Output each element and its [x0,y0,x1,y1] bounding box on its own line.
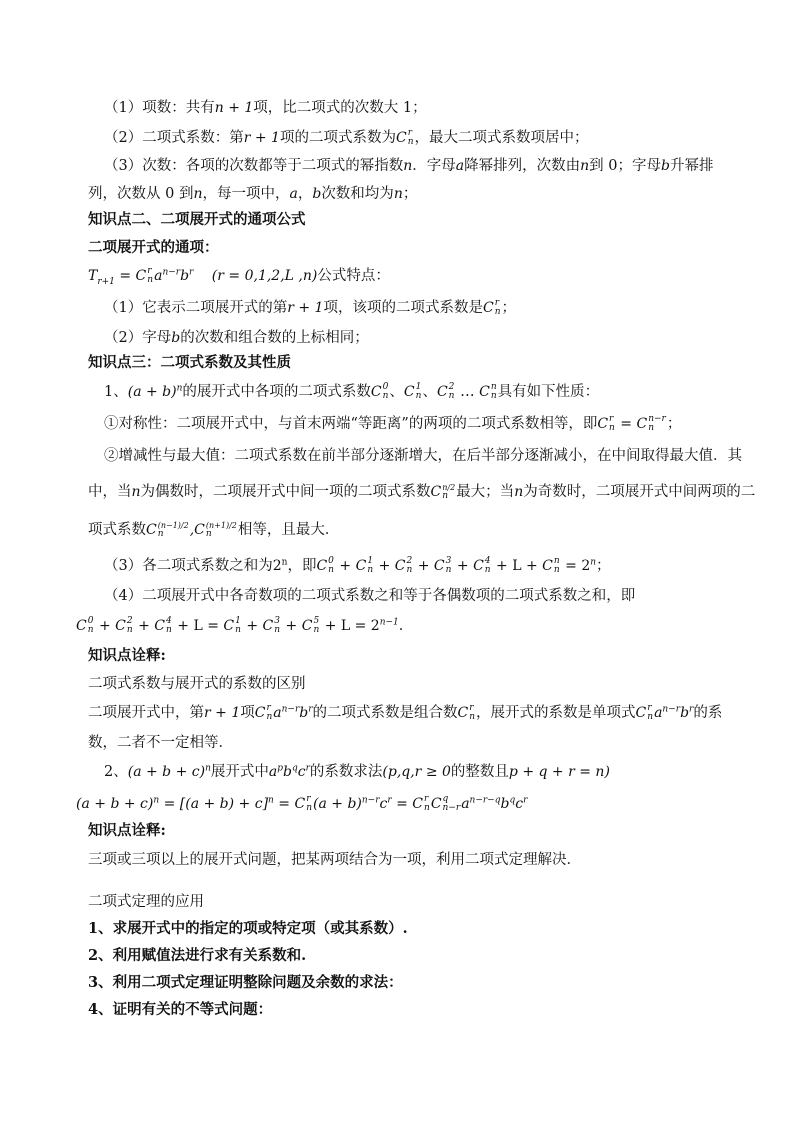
text: ，每一项中， [202,186,290,202]
text: 次数和均为 [321,186,394,202]
text: 的系数求法 [309,764,383,780]
text: 升幂排 [669,158,714,174]
text: 项的二项式系数为 [279,130,396,146]
text: （3）次数：各项的次数都等于二项式的幂指数 [104,158,404,174]
text: （2）二项式系数：第 [104,130,244,146]
item-binomial-coefficient [104,128,588,148]
text: ． [398,618,414,634]
math-n-plus-1: n + 1 [214,100,254,116]
text: 中，当 [88,484,132,500]
text: 的系 [693,705,723,721]
text: 展开式中 [210,764,269,780]
text: 最大；当 [456,484,515,500]
property-monotonic-cont: 中，当n为偶数时，二项展开式中间一项的二项式系数C n/2 n 最大；当n为奇数时，二项展开式中间两项的二 [88,483,756,501]
property-monotonic-cont2: 项式系数C (n−1)/2 n ,C (n+1)/2 n 相等，且最大． [88,521,340,539]
text: ，展开式的系数是单项式 [476,705,636,721]
property-symmetry: ①对称性：二项展开式中，与首末两端“等距离”的两项的二项式系数相等，即C r n = C n−r n ； [104,414,682,433]
property-monotonic [104,446,742,466]
text: 到 0；字母 [589,158,661,174]
text: ， [297,186,313,202]
item-degree: （3）次数：各项的次数都等于二项式的幂指数n．字母a降幂排列，次数由n到 0；字母b升幂排 [104,158,714,174]
application-3: 3、利用二项式定理证明整除问题及余数的求法： [88,974,403,991]
text: 为奇数时，二项展开式中间两项的二 [523,484,756,500]
text: 降幂排列，次数由 [464,158,581,174]
item-term-count [104,98,427,118]
application-2: 2、利用赋值法进行求有关系数和. [88,947,307,964]
text: 1、 [104,384,128,400]
text: 列，次数从 0 到 [88,186,194,202]
text: 二项展开式中，第 [88,705,204,721]
text: 项，该项的二项式系数是 [323,300,483,316]
text: ； [402,186,418,202]
text: ； [596,558,611,574]
property-odd-even-formula: C 0 n + C 2 n + C 4 n + L = C 1 n + C 3 n + C 5 n + $L = 2^{n-1}$． [76,616,414,635]
property-sum: （3）各二项式系数之和为2$^n$，即C 0 n + C 1 n + C 2 n + C 3 n + C 4 n + L + C n n = $2^n$； [104,556,611,575]
property-intro: 1、$(a + b)^n$的展开式中各项的二项式系数C 0 n 、C 1 n 、C 2 n … C n n 具有如下性质： [104,382,600,401]
item-degree-cont: 列，次数从 0 到n，每一项中，a，b次数和均为n； [88,186,418,202]
application-4: 4、证明有关的不等式问题： [88,1001,273,1018]
text: （4）二项展开式中各奇数项的二项式系数之和等于各偶数项的二项式系数之和，即 [104,588,636,604]
text: 的整数且 [450,764,509,780]
text: ②增减性与最大值：二项式系数在前半部分逐渐增大，在后半部分逐渐减小，在中间取得最大值．其 [104,448,742,464]
note-heading-1: 知识点诠释: [88,647,166,664]
text: （1）它表示二项展开式的第 [104,300,288,316]
text: ，即 [287,558,317,574]
text: 的展开式中各项的二项式系数 [182,384,371,400]
text: 项 [240,705,255,721]
property-odd-even [104,586,635,606]
application-1: 1、求展开式中的指定的项或特定项（或其系数）. [88,920,408,937]
text: （2）字母 [104,330,172,346]
trinomial-formula: $(a + b + c)^n = [(a + b) + c]^n = C$ r n $(a + b)^{n-r}c^r = C$ r n C q n−r $a^{n-r-q}b^qc^r$ [76,794,528,813]
trinomial-intro: 2、$(a + b + c)^n$展开式中$a^pb^qc^r$的系数求法(p,q,r ≥ 0的整数且p + q + r = n) [104,763,610,780]
math-c-n-r: C r n [395,128,414,147]
text: 项，比二项式的次数大 1； [253,100,427,116]
text: （1）项数：共有 [104,100,215,116]
text: ．字母 [412,158,456,174]
text: 项式系数 [88,522,146,538]
text: 为偶数时，二项展开式中间一项的二项式系数 [140,484,431,500]
text: ； [501,300,516,316]
text: 具有如下性质： [497,384,600,400]
note-1-title: 二项式系数与展开式的系数的区别 [88,676,306,692]
note-1-body: 二项展开式中，第r + 1项C r n $a^{n-r}b^r$的二项式系数是组合数C r n ，展开式的系数是单项式C r n $a^{n-r}b^r$的系 [88,703,723,722]
text: （3）各二项式系数之和为 [104,558,273,574]
note-1-body-cont: 数，二者不一定相等． [88,735,233,751]
text: 2、 [104,764,128,780]
text: ； [666,416,682,432]
math-range: (r = 0,1,2,L ,n) [211,268,318,284]
math-r-plus-1: r + 1 [243,130,280,146]
section-heading-general-term: 知识点二、二项展开式的通项公式 [88,211,306,228]
text: ①对称性：二项展开式中，与首末两端“等距离”的两项的二项式系数相等，即 [104,416,598,432]
applications-heading: 二项式定理的应用 [88,894,204,910]
text: 相等，且最大． [237,522,340,538]
text: ，最大二项式系数项居中； [414,130,589,146]
feature-1: （1）它表示二项展开式的第r + 1项，该项的二项式系数是C r n ； [104,298,516,317]
section-heading-properties: 知识点三：二项式系数及其性质 [88,354,291,371]
feature-2: （2）字母b的次数和组合数的上标相同； [104,330,369,346]
subheading-general-term: 二项展开式的通项： [88,239,219,256]
note-heading-2: 知识点诠释: [88,822,166,839]
general-term-formula: $T_{r+1} = C$ r n $a^{n-r}b^r$ (r = 0,1,2,L ,n)公式特点： [88,266,390,287]
text: 的次数和组合数的上标相同； [180,330,369,346]
text: 的二项式系数是组合数 [312,705,458,721]
note-2-body: 三项或三项以上的展开式问题，把某两项结合为一项，利用二项式定理解决． [88,852,581,868]
text: 公式特点： [317,268,390,284]
